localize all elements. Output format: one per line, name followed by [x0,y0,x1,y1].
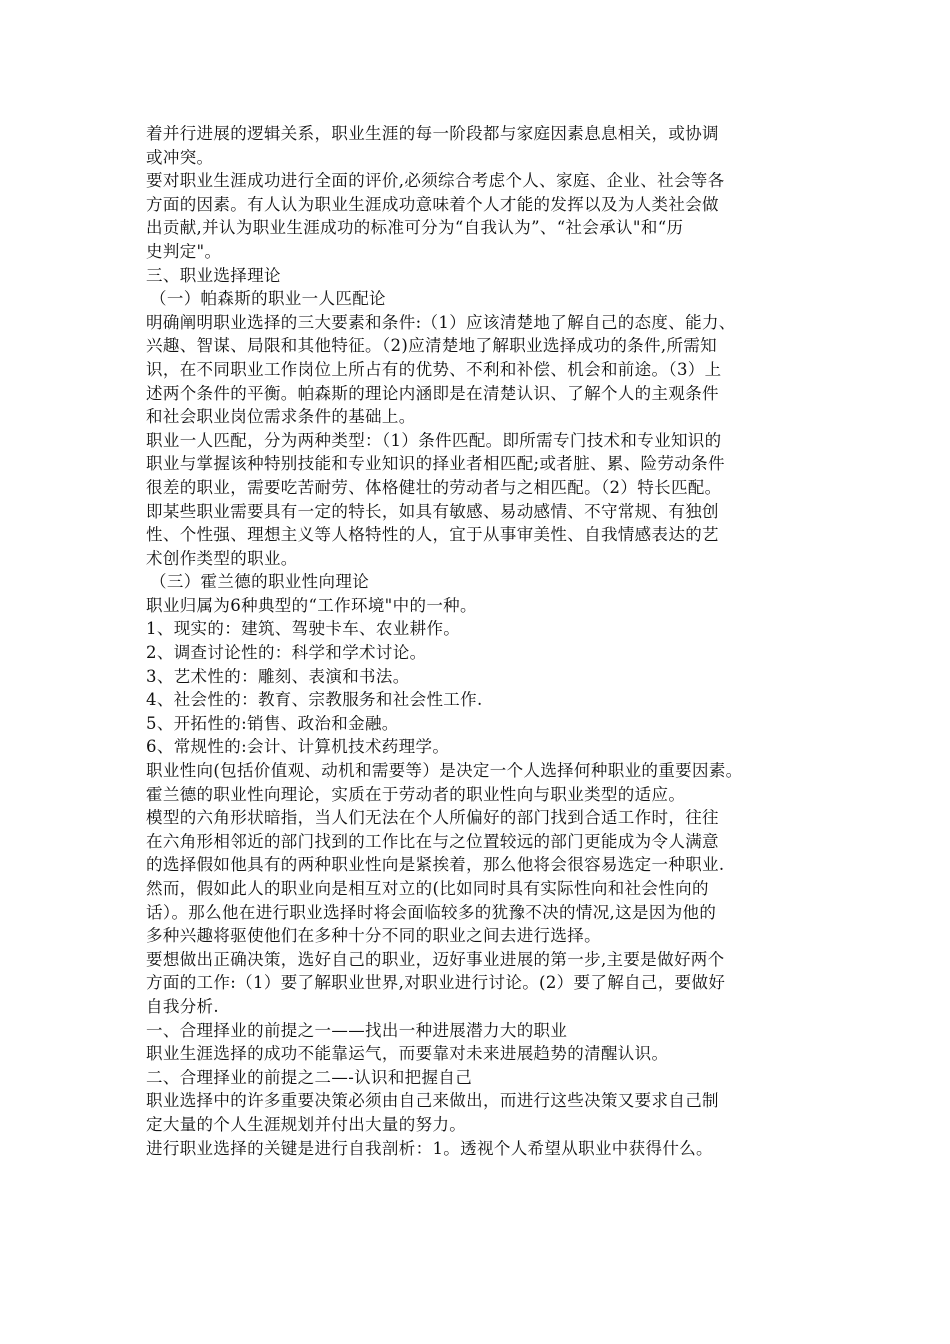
list-item: 4、社会性的：教育、宗教服务和社会性工作. [146,690,483,710]
text-line: 和社会职业岗位需求条件的基础上。 [146,407,416,427]
text-line: 定大量的个人生涯规划并付出大量的努力。 [146,1114,467,1134]
text-line: 职业性向(包括价值观、动机和需要等）是决定一个人选择何种职业的重要因素。 [146,761,743,781]
text-line: 在六角形相邻近的部门找到的工作比在与之位置较远的部门更能成为令人满意 [146,831,719,851]
text-line: 模型的六角形状暗指，当人们无法在个人所偏好的部门找到合适工作时，往往 [146,808,719,828]
text-line: 方面的因素。有人认为职业生涯成功意味着个人才能的发挥以及为人类社会做 [146,194,719,214]
section-heading: 三、职业选择理论 [146,265,281,285]
list-item: 2、调查讨论性的：科学和学术讨论。 [146,643,427,663]
text-line: 或冲突。 [146,147,214,167]
text-line: 职业一人匹配，分为两种类型：（1）条件匹配。即所需专门技术和专业知识的 [146,430,722,450]
text-line: 述两个条件的平衡。帕森斯的理论内涵即是在清楚认识、了解个人的主观条件 [146,383,719,403]
text-line: 方面的工作:（1）要了解职业世界,对职业进行讨论。(2）要了解自己，要做好 [146,973,726,993]
section-heading: 二、合理择业的前提之二—-认识和把握自己 [146,1067,473,1087]
text-line: 霍兰德的职业性向理论，实质在于劳动者的职业性向与职业类型的适应。 [146,784,686,804]
text-line: 着并行进展的逻辑关系，职业生涯的每一阶段都与家庭因素息息相关，或协调 [146,124,719,143]
text-line: 职业生涯选择的成功不能靠运气，而要靠对未来进展趋势的清醒认识。 [146,1044,669,1064]
text-line: 话）。那么他在进行职业选择时将会面临较多的犹豫不决的情况,这是因为他的 [146,902,717,922]
text-line: 职业选择中的许多重要决策必须由自己来做出，而进行这些决策又要求自己制 [146,1091,719,1111]
text-line: 出贡献,并认为职业生涯成功的标准可分为“自我认为”、“社会承认"和“历 [146,218,684,238]
text-line: 要想做出正确决策，选好自己的职业，迈好事业进展的第一步,主要是做好两个 [146,949,725,969]
list-item: 1、现实的：建筑、驾驶卡车、农业耕作。 [146,619,461,639]
text-line: 职业与掌握该种特别技能和专业知识的择业者相匹配;或者脏、累、险劳动条件 [146,454,725,474]
text-line: 进行职业选择的关键是进行自我剖析：1。透视个人希望从职业中获得什么。 [146,1138,713,1158]
section-heading: 一、合理择业的前提之一——找出一种进展潜力大的职业 [146,1020,568,1040]
document-body [146,122,822,1160]
text-line: 术创作类型的职业。 [146,548,298,568]
text-line: 自我分析. [146,996,219,1016]
text-line: 然而，假如此人的职业向是相互对立的(比如同时具有实际性向和社会性向的 [146,879,709,898]
text-line: 多种兴趣将驱使他们在多种十分不同的职业之间去进行选择。 [146,926,601,946]
text-line: 职业归属为6种典型的“工作环境"中的一种。 [146,595,477,615]
text-line: 史判定"。 [146,241,222,261]
list-item: 5、开拓性的:销售、政治和金融。 [146,713,399,733]
list-item: 6、常规性的:会计、计算机技术药理学。 [146,737,450,757]
text-line: 的选择假如他具有的两种职业性向是紧挨着，那么他将会很容易选定一种职业. [146,855,725,875]
text-line: 性、个性强、理想主义等人格特性的人，宜于从事审美性、自我情感表达的艺 [146,525,719,545]
text-line: 很差的职业，需要吃苦耐劳、体格健壮的劳动者与之相匹配。（2）特长匹配。 [146,477,722,497]
subsection-heading: （三）霍兰德的职业性向理论 [150,572,370,592]
subsection-heading: （一）帕森斯的职业一人匹配论 [150,289,386,309]
text-line: 要对职业生涯成功进行全面的评价,必须综合考虑个人、家庭、企业、社会等各 [146,171,725,191]
list-item: 3、艺术性的：雕刻、表演和书法。 [146,666,410,686]
text-line: 即某些职业需要具有一定的特长，如具有敏感、易动感情、不守常规、有独创 [146,501,719,521]
text-line: 兴趣、智谋、局限和其他特征。（2)应清楚地了解职业选择成功的条件,所需知 [146,336,718,356]
text-line: 识，在不同职业工作岗位上所占有的优势、不利和补偿、机会和前途。（3）上 [146,359,722,379]
text-line: 明确阐明职业选择的三大要素和条件:（1）应该清楚地了解自己的态度、能力、 [146,312,736,332]
